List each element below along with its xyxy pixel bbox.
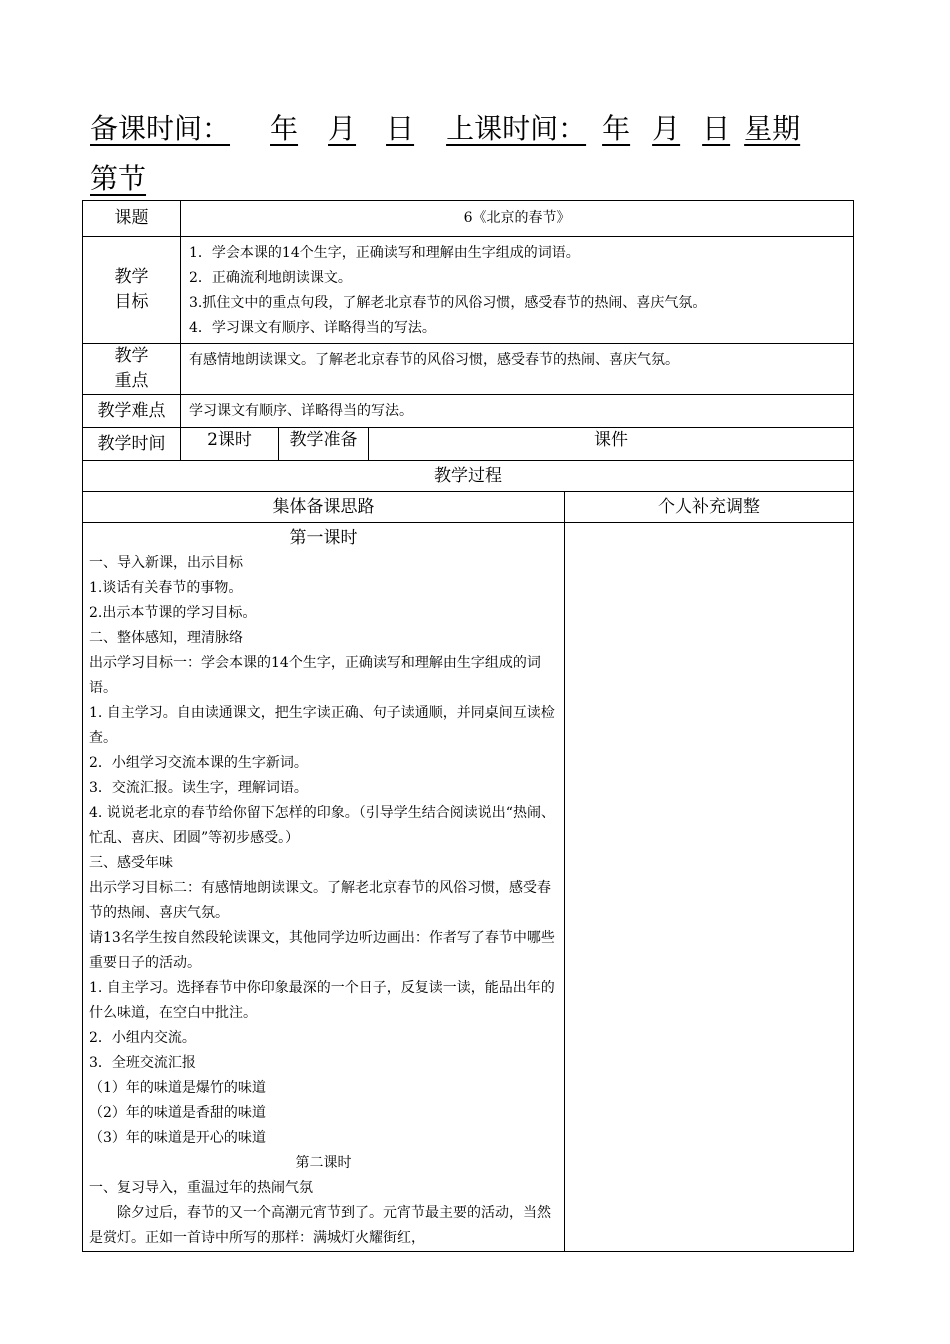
difficulty-label-cell	[83, 395, 181, 428]
process-line: 出示学习目标二：有感情地朗读课文。了解老北京春节的风俗习惯，感受春节的热闹、喜庆气氛。	[89, 880, 551, 921]
process-line: 3．交流汇报。读生字，理解词语。	[89, 780, 308, 796]
time-label: 教学时间	[97, 433, 166, 454]
prep-value: 课件	[594, 430, 629, 450]
prep-year: 年	[270, 112, 299, 145]
time-label-cell	[83, 428, 181, 461]
process-line: 3．全班交流汇报	[89, 1055, 196, 1071]
process-line: 2.出示本节课的学习目标。	[89, 605, 257, 621]
process-line: （1）年的味道是爆竹的味道	[89, 1080, 266, 1096]
prep-month: 月	[328, 112, 357, 145]
prep-day: 日	[386, 112, 415, 145]
key-label-2: 重点	[114, 371, 149, 391]
class-year: 年	[602, 112, 631, 145]
difficulty-label: 教学难点	[97, 400, 166, 421]
process-line: 4. 说说老北京的春节给你留下怎样的印象。（引导学生结合阅读说出“热闹、忙乱、喜庆、团圆”等初步感受。）	[89, 805, 555, 846]
process-line: （3）年的味道是开心的味道	[89, 1130, 266, 1146]
collective-label: 集体备课思路	[272, 496, 375, 517]
process-paragraph: 除夕过后，春节的又一个高潮元宵节到了。元宵节最主要的活动，当然是赏灯。正如一首诗中所写的那样：满城灯火耀街红，	[89, 1205, 551, 1246]
prep-label: 教学准备	[289, 430, 358, 450]
goals-cell	[181, 237, 854, 344]
period-suffix: 节	[118, 162, 147, 195]
collective-label-cell	[83, 492, 565, 523]
process-label: 教学过程	[434, 465, 503, 486]
process-line: 三、感受年味	[89, 855, 173, 871]
process-line: 2．小组内交流。	[89, 1030, 196, 1046]
topic-label: 课题	[114, 208, 149, 228]
personal-label-cell	[565, 492, 854, 523]
topic-title: 6《北京的春节》	[463, 210, 571, 226]
goal-item: 1．学会本课的14个生字，正确读写和理解由生字组成的词语。	[189, 245, 580, 261]
prep-value-cell	[369, 428, 854, 461]
process-line: 一、复习导入，重温过年的热闹气氛	[89, 1180, 313, 1196]
collective-content-cell	[83, 523, 565, 1252]
lesson-plan-table	[82, 200, 854, 1252]
process-line: 二、整体感知，理清脉络	[89, 630, 243, 646]
header-line	[90, 104, 860, 204]
goal-item: 4．学习课文有顺序、详略得当的写法。	[189, 320, 436, 336]
goals-label-2: 目标	[114, 292, 149, 312]
process-line: 出示学习目标一：学会本课的14个生字，正确读写和理解由生字组成的词语。	[89, 655, 541, 696]
key-label-1: 教学	[114, 346, 149, 366]
difficulty-text: 学习课文有顺序、详略得当的写法。	[189, 403, 413, 419]
topic-cell	[181, 201, 854, 237]
period-label: 第	[90, 162, 119, 195]
time-value: 2课时	[207, 430, 252, 450]
class-time-label: 上课时间：	[446, 112, 587, 145]
class-month: 月	[652, 112, 681, 145]
goal-item: 3.抓住文中的重点句段，了解老北京春节的风俗习惯，感受春节的热闹、喜庆气氛。	[189, 295, 707, 311]
lesson1-title: 第一课时	[289, 528, 358, 548]
process-line: 1. 自主学习。自由读通课文，把生字读正确、句子读通顺，并同桌间互读检查。	[89, 705, 555, 746]
key-points-text: 有感情地朗读课文。了解老北京春节的风俗习惯，感受春节的热闹、喜庆气氛。	[189, 352, 679, 368]
process-line: 1. 自主学习。选择春节中你印象最深的一个日子，反复读一读，能品出年的什么味道，在空白中批注。	[89, 980, 555, 1021]
lesson2-title: 第二课时	[295, 1155, 352, 1171]
weekday-label: 星期	[744, 112, 801, 145]
prep-label-cell	[279, 428, 369, 461]
goal-item: 2．正确流利地朗读课文。	[189, 270, 352, 286]
process-line: 1.谈话有关春节的事物。	[89, 580, 243, 596]
goals-label-1: 教学	[114, 267, 149, 287]
class-day: 日	[702, 112, 731, 145]
process-line: 一、导入新课，出示目标	[89, 555, 243, 571]
process-line: （2）年的味道是香甜的味道	[89, 1105, 266, 1121]
key-points-cell	[181, 344, 854, 395]
difficulty-cell	[181, 395, 854, 428]
goals-label-cell	[83, 237, 181, 344]
process-label-cell	[83, 461, 854, 492]
key-label-cell	[83, 344, 181, 395]
personal-content-cell	[565, 523, 854, 1252]
personal-label: 个人补充调整	[658, 496, 761, 517]
topic-label-cell	[83, 201, 181, 237]
process-line: 请13名学生按自然段轮读课文，其他同学边听边画出：作者写了春节中哪些重要日子的活动。	[89, 930, 555, 971]
time-value-cell	[181, 428, 279, 461]
process-line: 2．小组学习交流本课的生字新词。	[89, 755, 308, 771]
prep-time-label: 备课时间：	[90, 112, 231, 145]
